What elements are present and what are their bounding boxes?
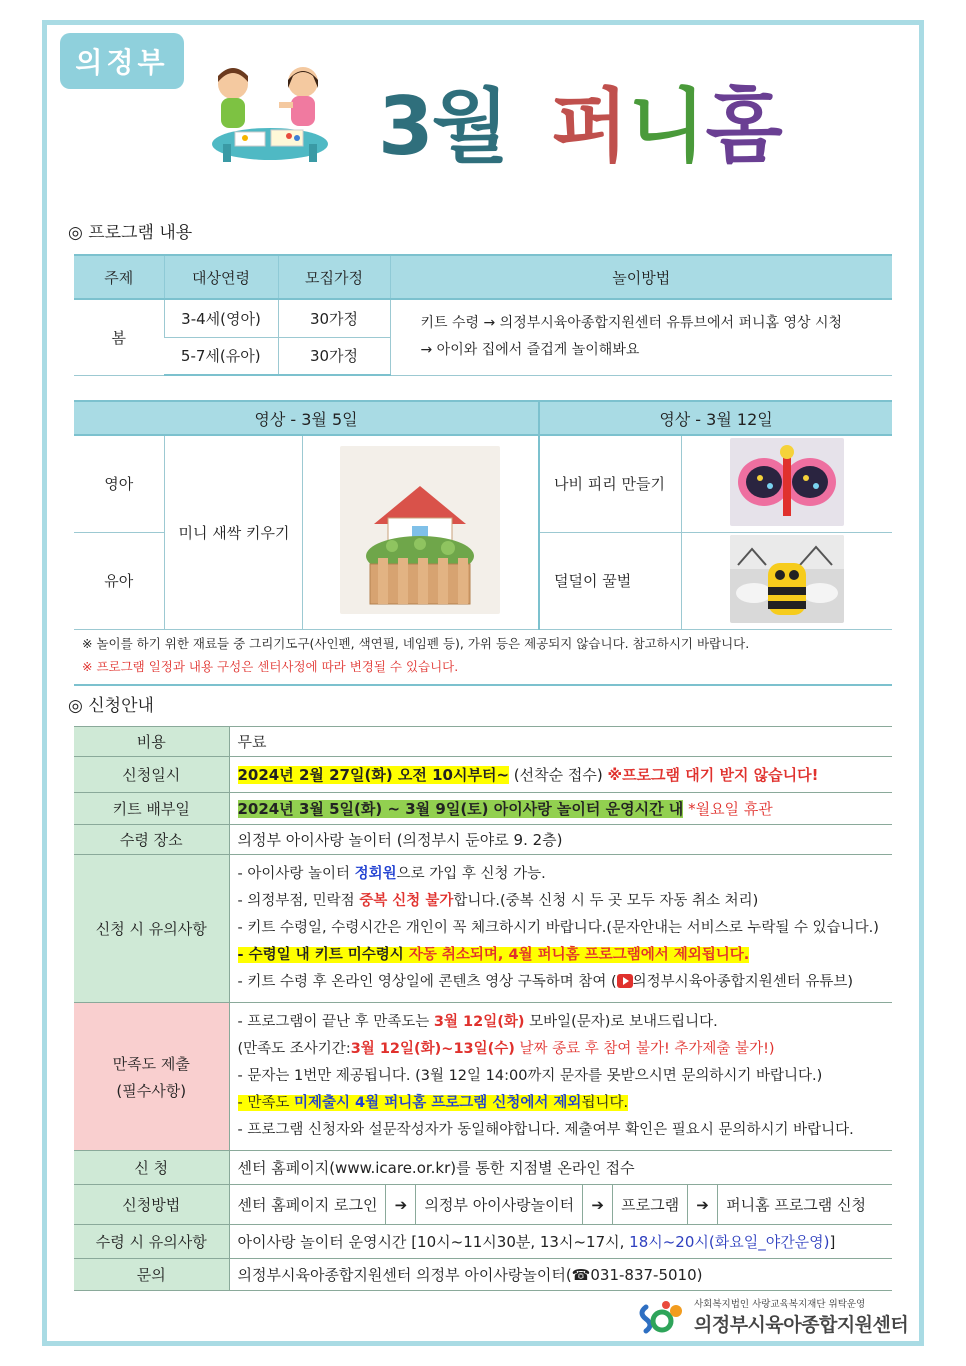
count-cell-infant: 30가정 xyxy=(278,299,390,337)
right-activity-2: 덜덜이 꿀벌 xyxy=(539,532,681,629)
caution-item-1: - 아이사랑 놀이터 정회원으로 가입 후 신청 가능. xyxy=(237,866,546,882)
group-infant: 영아 xyxy=(74,435,164,532)
date-label: 신청일시 xyxy=(74,757,229,793)
kit-cell xyxy=(229,793,892,825)
note-schedule-change: ※ 프로그램 일정과 내용 구성은 센터사정에 따라 변경될 수 있습니다. xyxy=(82,659,459,674)
center-logo xyxy=(636,1296,908,1337)
center-logo-icon xyxy=(636,1299,688,1335)
video-header-right: 영상 - 3월 12일 xyxy=(539,401,892,435)
right-activity-1: 나비 피리 만들기 xyxy=(539,435,681,532)
contact-value: 의정부시육아종합지원센터 의정부 아이사랑놀이터(☎031-837-5010) xyxy=(229,1259,892,1291)
bee-photo-cell xyxy=(681,532,892,629)
fee-label: 비용 xyxy=(74,727,229,757)
count-cell-child: 30가정 xyxy=(278,337,390,375)
header-method: 놀이방법 xyxy=(390,255,892,299)
header-count: 모집가정 xyxy=(278,255,390,299)
page-title xyxy=(378,64,783,174)
arrow-icon: ➔ xyxy=(386,1185,416,1224)
method-cell xyxy=(390,299,892,375)
caution-item-3: - 키트 수령일, 수령시간은 개인이 꼭 체크하시기 바랍니다.(문자안내는 서비스로 누락될 수 있습니다.) xyxy=(237,920,879,936)
apply-section-title: ◎ 신청안내 xyxy=(68,696,154,716)
survey-label: 만족도 제출 (필수사항) xyxy=(74,1003,229,1151)
caution-list xyxy=(229,855,892,1003)
shaking-bee-photo xyxy=(730,535,844,623)
date-note: (선착순 접수) xyxy=(509,766,608,784)
note-materials: ※ 놀이를 하기 위한 재료들 중 그리기도구(사인펜, 색연필, 네임펜 등), 가위 등은 제공되지 않습니다. 참고하시기 바랍니다. xyxy=(82,636,750,651)
group-child: 유아 xyxy=(74,532,164,629)
method-line-1: 키트 수령 → 의정부시육아종합지원센터 유튜브에서 퍼니홈 영상 시청 xyxy=(420,315,843,332)
youtube-icon xyxy=(617,974,633,988)
header-theme: 주제 xyxy=(74,255,164,299)
header-age: 대상연령 xyxy=(164,255,278,299)
step-branch: 의정부 아이사랑놀이터 xyxy=(416,1185,583,1224)
title-char-2: 니 xyxy=(628,79,706,173)
left-activity: 미니 새싹 키우기 xyxy=(164,435,302,629)
title-char-1: 퍼 xyxy=(550,79,629,173)
program-section-title: ◎ 프로그램 내용 xyxy=(68,223,193,243)
butterfly-photo-cell xyxy=(681,435,892,532)
date-value: 2024년 2월 27일(화) 오전 10시부터~ xyxy=(237,766,510,784)
arrow-icon: ➔ xyxy=(688,1185,718,1224)
arrow-icon: ➔ xyxy=(583,1185,613,1224)
program-table xyxy=(74,254,892,376)
apply-label: 신 청 xyxy=(74,1151,229,1185)
kit-label: 키트 배부일 xyxy=(74,793,229,825)
step-program: 프로그램 xyxy=(613,1185,688,1224)
title-month: 3월 xyxy=(378,79,507,173)
date-warning: ※프로그램 대기 받지 않습니다! xyxy=(607,766,819,784)
video-schedule-table xyxy=(74,400,892,630)
region-badge: 의정부 xyxy=(60,33,184,89)
notes-box xyxy=(74,628,892,686)
caution-item-4: - 수령일 내 키트 미수령시 자동 취소되며, 4월 퍼니홈 프로그램에서 제외됩니다. xyxy=(237,947,750,963)
kids-drawing-illustration xyxy=(205,62,335,167)
kit-value: 2024년 3월 5일(화) ~ 3월 9일(토) 아이사랑 놀이터 운영시간 내 xyxy=(237,800,684,818)
caution-item-5: - 키트 수령 후 온라인 영상일에 콘텐츠 영상 구독하며 참여 ( 의정부시육아종합지원센터 유튜브) xyxy=(237,974,854,990)
butterfly-whistle-photo xyxy=(730,438,844,526)
theme-cell: 봄 xyxy=(74,299,164,375)
place-label: 수령 장소 xyxy=(74,825,229,855)
fee-value: 무료 xyxy=(229,727,892,757)
survey-item-2: (만족도 조사기간:3월 12일(화)~13일(수) 날짜 종료 후 참여 불가! 추가제출 불가!) xyxy=(237,1041,775,1057)
age-cell-infant: 3-4세(영아) xyxy=(164,299,278,337)
method-label: 신청방법 xyxy=(74,1185,229,1225)
survey-item-3: - 문자는 1번만 제공됩니다. (3월 12일 14:00까지 문자를 못받으시면 문의하시기 바랍니다.) xyxy=(237,1068,823,1084)
sprout-photo-cell xyxy=(302,435,539,629)
receive-label: 수령 시 유의사항 xyxy=(74,1225,229,1259)
survey-item-5: - 프로그램 신청자와 설문작성자가 동일해야합니다. 제출여부 확인은 필요시 문의하시기 바랍니다. xyxy=(237,1122,854,1138)
receive-value: 아이사랑 놀이터 운영시간 [10시~11시30분, 13시~17시, 18시~20시(화요일_야간운영)] xyxy=(229,1225,892,1259)
method-steps xyxy=(229,1185,892,1225)
date-cell xyxy=(229,757,892,793)
survey-item-1: - 프로그램이 끝난 후 만족도는 3월 12일(화) 모바일(문자)로 보내드립니다. xyxy=(237,1014,718,1030)
logo-subtitle: 사회복지법인 사랑교육복지재단 위탁운영 xyxy=(694,1299,866,1310)
kit-note: *월요일 휴관 xyxy=(683,800,773,818)
apply-value: 센터 홈페이지(www.icare.or.kr)를 통한 지점별 온라인 접수 xyxy=(229,1151,892,1185)
logo-name: 의정부시육아종합지원센터 xyxy=(694,1314,909,1336)
contact-label: 문의 xyxy=(74,1259,229,1291)
place-value: 의정부 아이사랑 놀이터 (의정부시 둔야로 9. 2층) xyxy=(229,825,892,855)
application-table xyxy=(74,726,892,1291)
method-line-2: → 아이와 집에서 즐겁게 놀이해봐요 xyxy=(420,342,640,359)
caution-label: 신청 시 유의사항 xyxy=(74,855,229,1003)
survey-list xyxy=(229,1003,892,1151)
video-header-left: 영상 - 3월 5일 xyxy=(74,401,539,435)
caution-item-2: - 의정부점, 민락점 중복 신청 불가합니다.(중복 신청 시 두 곳 모두 자동 취소 처리) xyxy=(237,893,759,909)
step-login: 센터 홈페이지 로그인 xyxy=(230,1185,387,1224)
sprout-house-photo xyxy=(340,446,500,614)
step-funnyhome: 퍼니홈 프로그램 신청 xyxy=(726,1196,867,1214)
survey-item-4: - 만족도 미제출시 4월 퍼니홈 프로그램 신청에서 제외됩니다. xyxy=(237,1095,629,1111)
title-char-3: 홈 xyxy=(705,79,783,173)
age-cell-child: 5-7세(유아) xyxy=(164,337,278,375)
